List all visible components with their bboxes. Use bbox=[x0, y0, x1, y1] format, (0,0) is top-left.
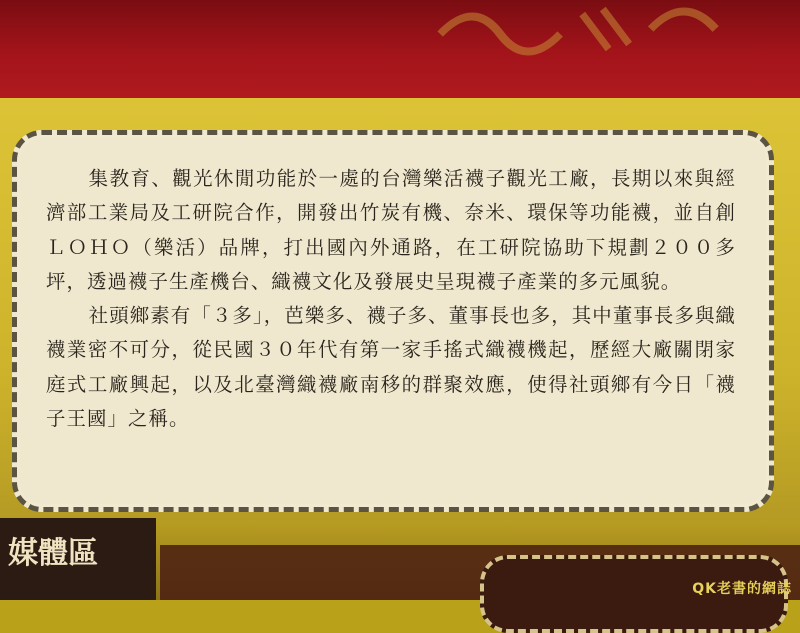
paragraph-1: 集教育、觀光休閒功能於一處的台灣樂活襪子觀光工廠，長期以來與經濟部工業局及工研院合作，開發出竹炭有機、奈米、環保等功能襪，並自創ＬＯＨＯ（樂活）品牌，打出國內外通路，在工研院協助下規劃２００多坪，透過襪子生產機台、織襪文化及發展史呈現襪子產業的多元風貌。 bbox=[46, 167, 736, 293]
banner-calligraphy-icon bbox=[427, 0, 734, 64]
decorative-banner-glyphs bbox=[426, 0, 735, 77]
watermark: QK老書的網誌 bbox=[692, 581, 792, 597]
media-area-label: 媒體區 bbox=[0, 518, 156, 600]
paragraph-2: 社頭鄉素有「３多」，芭樂多、襪子多、董事長也多，其中董事長多與織襪業密不可分，從民國３０年代有第一家手搖式織襪機起，歷經大廠關閉家庭式工廠興起，以及北臺灣織襪廠南移的群聚效應，使得社頭鄉有今日「襪子王國」之稱。 bbox=[46, 304, 736, 431]
info-panel-text bbox=[46, 162, 736, 436]
